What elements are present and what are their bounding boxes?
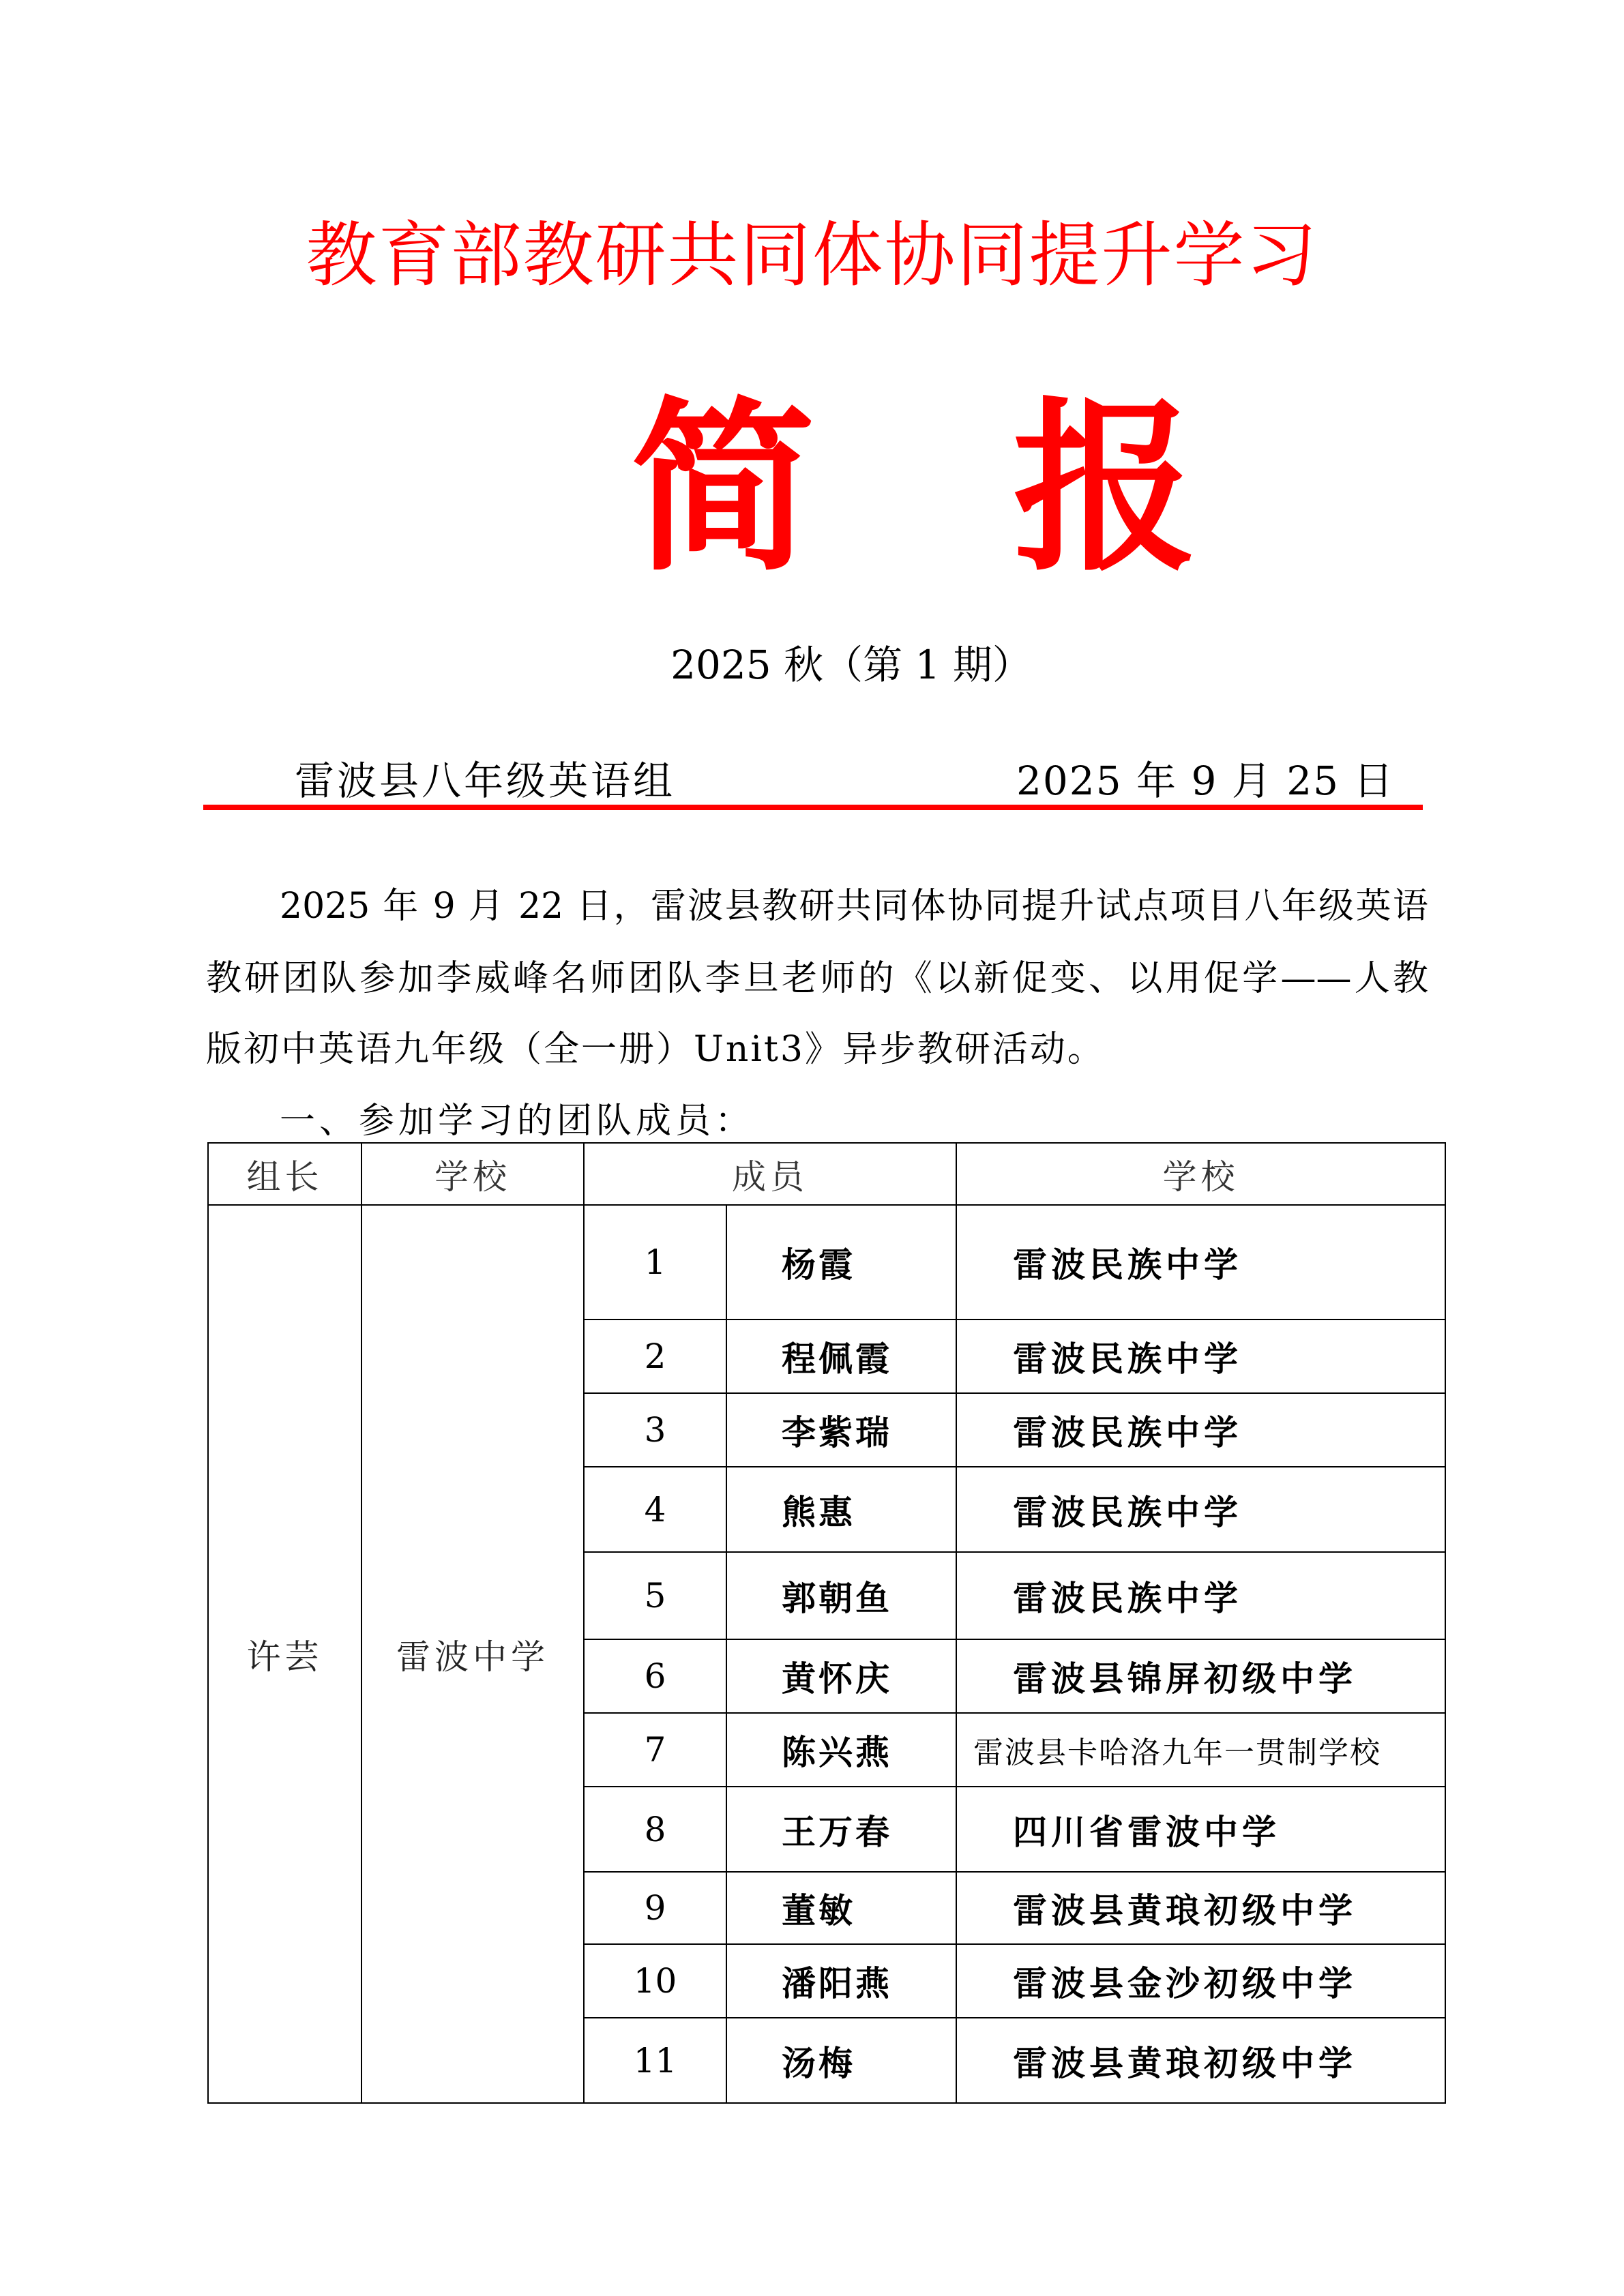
member-number: 5	[584, 1552, 726, 1639]
member-school: 雷波县黄琅初级中学	[956, 2018, 1445, 2103]
table-row	[208, 1205, 1445, 1320]
header-member-school: 学校	[956, 1143, 1445, 1205]
member-name: 杨霞	[726, 1205, 956, 1320]
paragraph-line: 版初中英语九年级（全一册）Unit3》异步教研活动。	[206, 1029, 1105, 1070]
member-school: 雷波民族中学	[956, 1393, 1445, 1467]
member-name: 汤梅	[726, 2018, 956, 2103]
member-school: 雷波县金沙初级中学	[956, 1944, 1445, 2018]
member-name: 王万春	[726, 1787, 956, 1872]
member-school: 雷波县锦屏初级中学	[956, 1639, 1445, 1713]
member-name: 李紫瑞	[726, 1393, 956, 1467]
member-school: 四川省雷波中学	[956, 1787, 1445, 1872]
member-name: 陈兴燕	[726, 1713, 956, 1787]
member-number: 2	[584, 1320, 726, 1393]
member-number: 6	[584, 1639, 726, 1713]
leader-name: 许芸	[208, 1205, 361, 2103]
header-members: 成员	[584, 1143, 956, 1205]
document-title: 教育部教研共同体协同提升学习	[306, 213, 1318, 297]
member-name: 郭朝鱼	[726, 1552, 956, 1639]
paragraph-line: 2025 年 9 月 22 日，雷波县教研共同体协同提升试点项目八年级英语	[280, 886, 1428, 927]
member-number: 1	[584, 1205, 726, 1320]
member-number: 8	[584, 1787, 726, 1872]
member-school: 雷波民族中学	[956, 1205, 1445, 1320]
paragraph-line: 教研团队参加李威峰名师团队李旦老师的《以新促变、以用促学——人教	[206, 958, 1428, 999]
member-number: 11	[584, 2018, 726, 2103]
member-school: 雷波县黄琅初级中学	[956, 1872, 1445, 1944]
member-name: 熊惠	[726, 1467, 956, 1552]
section-heading: 一、参加学习的团队成员：	[280, 1101, 755, 1142]
member-name: 黄怀庆	[726, 1639, 956, 1713]
member-name: 董敏	[726, 1872, 956, 1944]
member-school: 雷波民族中学	[956, 1552, 1445, 1639]
member-number: 10	[584, 1944, 726, 2018]
member-number: 7	[584, 1713, 726, 1787]
publish-date: 2025 年 9 月 25 日	[1016, 758, 1395, 804]
issue-number: 2025 秋（第 1 期）	[670, 642, 1032, 688]
member-name: 潘阳燕	[726, 1944, 956, 2018]
red-divider	[203, 805, 1423, 810]
member-school: 雷波民族中学	[956, 1467, 1445, 1552]
member-school: 雷波民族中学	[956, 1320, 1445, 1393]
group-name: 雷波县八年级英语组	[295, 758, 676, 804]
leader-school: 雷波中学	[361, 1205, 584, 2103]
header-school: 学校	[361, 1143, 584, 1205]
members-table	[207, 1142, 1446, 2104]
table-header-row	[208, 1143, 1445, 1205]
member-number: 9	[584, 1872, 726, 1944]
header-leader: 组长	[208, 1143, 361, 1205]
bulletin-char-bao: 报	[1013, 379, 1197, 596]
bulletin-char-jian: 简	[631, 379, 815, 596]
member-name: 程佩霞	[726, 1320, 956, 1393]
member-number: 4	[584, 1467, 726, 1552]
member-school: 雷波县卡哈洛九年一贯制学校	[956, 1713, 1445, 1787]
member-number: 3	[584, 1393, 726, 1467]
